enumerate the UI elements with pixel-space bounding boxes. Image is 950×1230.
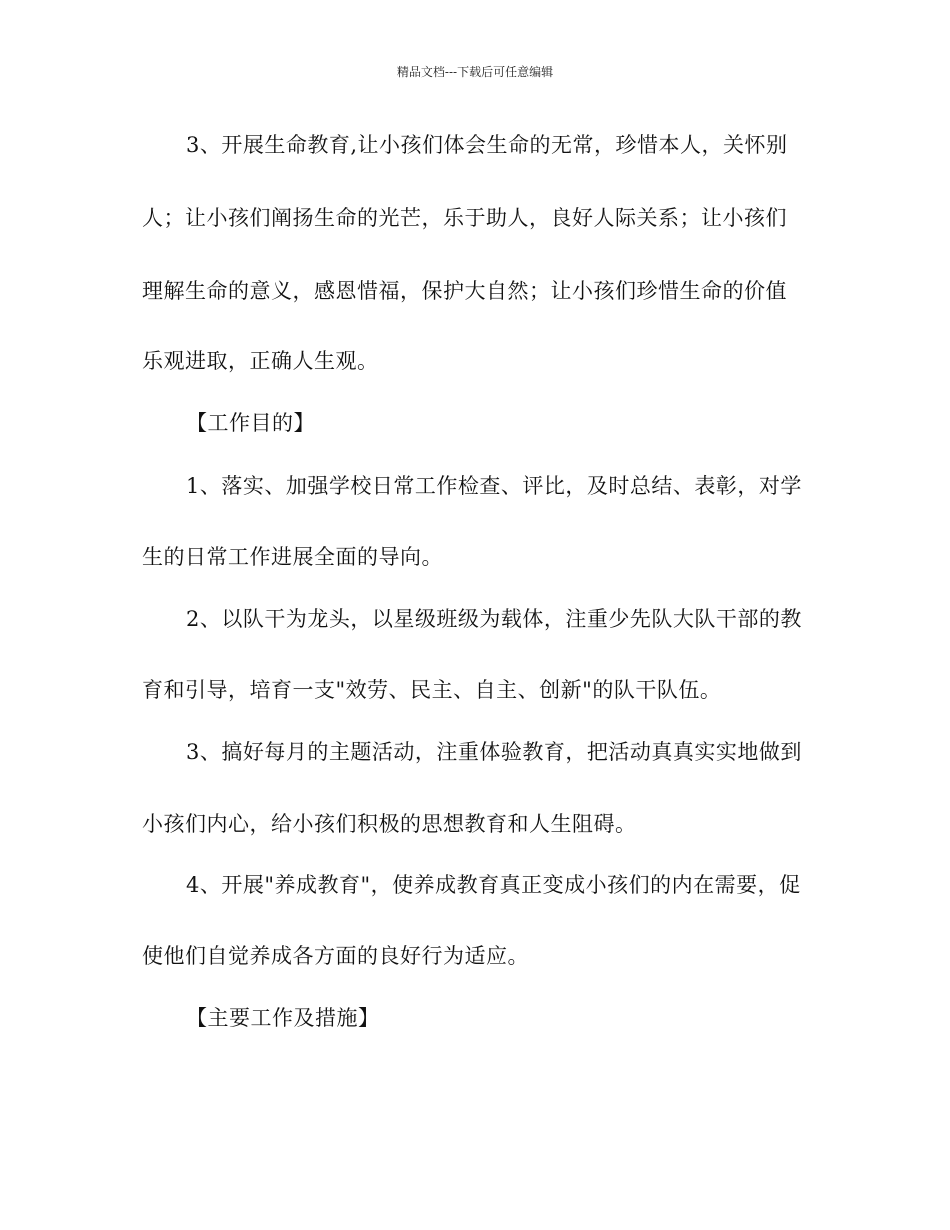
paragraph-line: 使他们自觉养成各方面的良好行为适应。 [142,944,529,968]
paragraph-line: 1、落实、加强学校日常工作检查、评比，及时总结、表彰，对学 [186,474,802,498]
paragraph-line: 育和引导，培育一支"效劳、民主、自主、创新"的队干队伍。 [142,678,722,702]
paragraph-line: 生的日常工作进展全面的导向。 [142,545,443,569]
paragraph-line: 4、开展"养成教育"，使养成教育真正变成小孩们的内在需要，促 [186,873,801,897]
paragraph-line: 3、开展生命教育,让小孩们体会生命的无常，珍惜本人，关怀别 [186,133,788,157]
paragraph-line: 3、搞好每月的主题活动，注重体验教育，把活动真真实实地做到 [186,740,802,764]
section-heading: 【工作目的】 [186,411,315,435]
paragraph-line: 乐观进取，正确人生观。 [142,349,379,373]
page-header: 精品文档---下载后可任意编辑 [396,65,554,79]
paragraph-line: 人；让小孩们阐扬生命的光芒，乐于助人，良好人际关系；让小孩们 [142,206,787,230]
section-heading: 【主要工作及措施】 [186,1006,380,1030]
paragraph-line: 2、以队干为龙头，以星级班级为载体，注重少先队大队干部的教 [186,607,802,631]
paragraph-line: 小孩们内心，给小孩们积极的思想教育和人生阻碍。 [142,812,637,836]
paragraph-line: 理解生命的意义，感恩惜福，保护大自然；让小孩们珍惜生命的价值 [142,279,787,303]
